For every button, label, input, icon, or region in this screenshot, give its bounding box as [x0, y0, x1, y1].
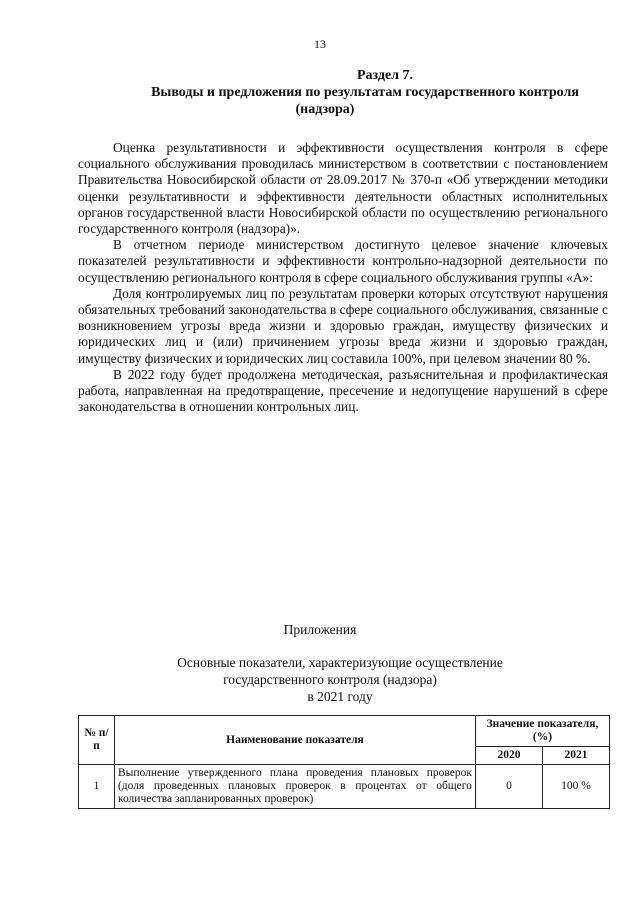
row-value-2021: 100 %: [542, 765, 609, 809]
page-number: 13: [314, 37, 326, 51]
paragraph: Доля контролируемых лиц по результатам проверки которых отсутствуют нарушения обязательных требований законодательства в сфере социального обслуживания, связанные с возникновением угрозы вреда жизни и здоровью граждан, имуществу физических и юридических лиц и (или) причинением угрозы вреда жизни и здоровью граждан, имуществу физических и юридических лиц составила 100%, при целевом значении 80 %.: [78, 285, 608, 366]
header-year-2021: 2021: [542, 747, 609, 765]
row-name: Выполнение утвержденного плана проведения плановых проверок (доля проведенных плановых проверок в процентах от общего количества запланированных проверок): [114, 765, 475, 809]
appendix-title-line1: Основные показатели, характеризующие осуществление: [177, 655, 503, 670]
header-name: Наименование показателя: [114, 716, 475, 765]
section-title-line1: Выводы и предложения по результатам государственного контроля: [151, 85, 579, 100]
indicators-table: [78, 715, 610, 809]
section-number: Раздел 7.: [356, 68, 414, 83]
section-heading: [0, 67, 640, 118]
row-num: 1: [79, 765, 115, 809]
header-num: № п/п: [79, 716, 115, 765]
paragraph: Оценка результативности и эффективности осуществления контроля в сфере социального обслуживания проводилась министерством в соответствии с постановлением Правительства Новосибирской области от 28.09.2017 № 370-п «Об утверждении методики оценки результативности и эффективности деятельности областных исполнительных органов государственной власти Новосибирской области по осуществлению регионального государственного контроля (надзора)».: [78, 140, 608, 237]
body-text: [78, 140, 608, 415]
paragraph: В отчетном периоде министерством достигнуто целевое значение ключевых показателей результативности и эффективности контрольно-надзорной деятельности по осуществлению регионального контроля в сфере социального обслуживания группы «А»:: [78, 237, 608, 285]
header-year-2020: 2020: [475, 747, 542, 765]
table-row: [79, 765, 610, 809]
row-value-2020: 0: [475, 765, 542, 809]
header-value: Значение показателя, (%): [475, 716, 609, 747]
paragraph: В 2022 году будет продолжена методическая, разъяснительная и профилактическая работа, направленная на предотвращение, пресечение и недопущение нарушений в сфере законодательства в отношении контрольных лиц.: [78, 366, 608, 415]
appendix-title: [0, 654, 640, 705]
appendix-title-line3: в 2021 году: [307, 689, 373, 704]
section-title-line2: (надзора): [295, 102, 355, 117]
appendix-title-line2: государственного контроля (надзора): [223, 672, 437, 687]
appendix-label: Приложения: [283, 622, 357, 637]
